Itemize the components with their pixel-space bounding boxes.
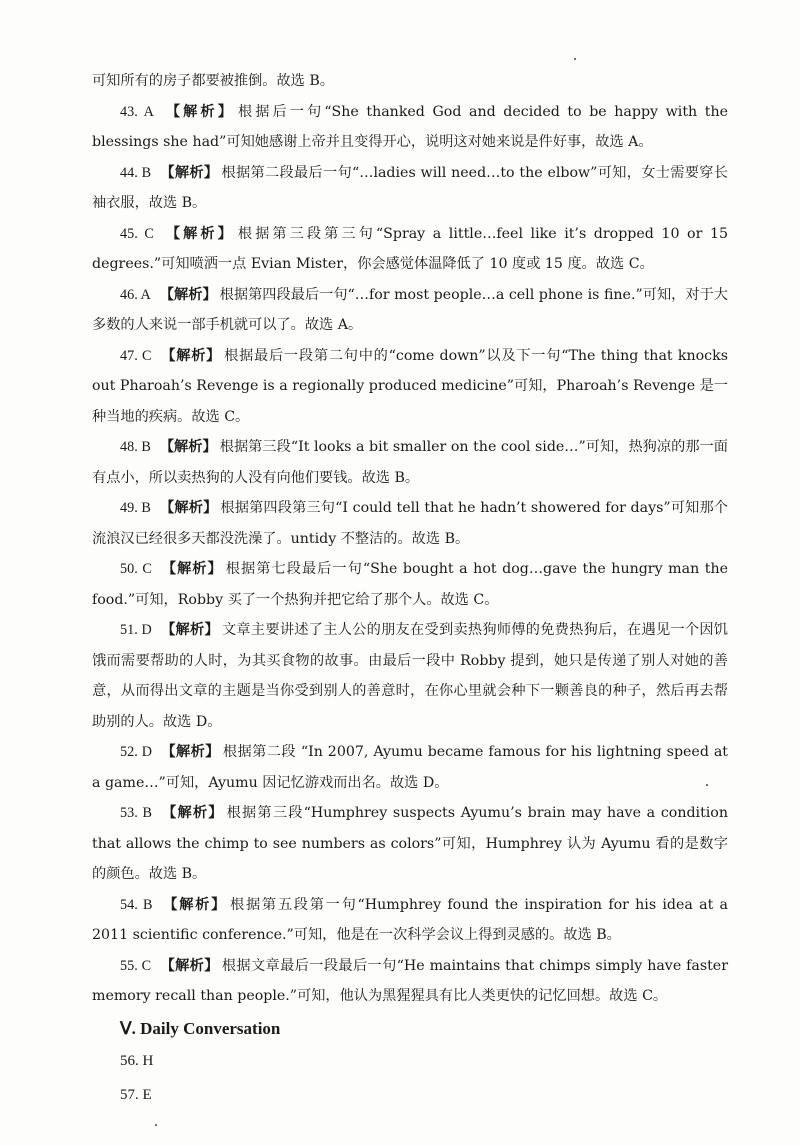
entry-47 xyxy=(92,341,728,433)
analysis-tag: 【解析】 xyxy=(159,439,217,455)
answer-item: 57. E xyxy=(120,1086,152,1103)
entry-52 xyxy=(92,737,728,798)
entry-text: 根据第二段 “In 2007, Ayumu became famous for his lightning speed at a game…”可知，Ayumu 因记忆游戏而出名。故选 D。 xyxy=(92,744,728,791)
entry-text: 根据第三段“It looks a bit smaller on the cool side…”可知，热狗凉的那一面有点小，所以卖热狗的人没有向他们要钱。故选 B。 xyxy=(92,439,728,486)
entry-number: 52. D xyxy=(120,744,152,760)
analysis-tag: 【解析】 xyxy=(160,561,223,577)
entry-text: 根据第五段第一句“Humphrey found the inspiration for his idea at a 2011 scientific conference.”可知，他是在一次科学会议上得到灵感的。故选 B。 xyxy=(92,896,728,943)
entry-45 xyxy=(92,219,728,280)
analysis-tag: 【解析】 xyxy=(160,622,219,638)
entry-number: 44. B xyxy=(120,164,152,181)
entry-53 xyxy=(92,798,728,890)
entry-50 xyxy=(92,554,728,615)
answer-item: 56. H xyxy=(120,1052,154,1069)
answer-key-content xyxy=(92,66,728,1112)
entry-text: 根据后一句“She thanked God and decided to be happy with the blessings she had”可知她感谢上帝并且变得开心，说明这对她来说是件好事，故选 A。 xyxy=(92,103,728,150)
entry-number: 43. A xyxy=(120,103,154,120)
entry-text: 根据第四段最后一句“…for most people…a cell phone is fine.”可知，对于大多数的人来说一部手机就可以了。故选 A。 xyxy=(92,286,728,333)
analysis-tag: 【解析】 xyxy=(161,896,228,913)
entry-number: 46. A xyxy=(120,286,151,303)
entry-44 xyxy=(92,158,728,219)
entry-54 xyxy=(92,890,728,951)
entry-number: 55. C xyxy=(120,957,152,974)
section-title: Ⅴ. Daily Conversation xyxy=(120,1018,281,1038)
entry-number: 50. C xyxy=(120,561,152,577)
scan-speck xyxy=(706,784,708,786)
entry-46 xyxy=(92,280,728,341)
entry-48 xyxy=(92,432,728,493)
entry-text: 根据第七段最后一句“She bought a hot dog…gave the hungry man the food.”可知，Robby 买了一个热狗并把它给了那个人。故选 C。 xyxy=(92,561,728,608)
entry-number: 49. B xyxy=(120,500,151,516)
analysis-tag: 【解析】 xyxy=(162,103,235,120)
entry-text: 根据最后一段第二句中的“come down”以及下一句“The thing that knocks out Pharoah’s Revenge is a regionally produced medicine”可知，Pharoah’s Revenge 是一种当地的疾病。故选 C。 xyxy=(92,347,728,425)
analysis-tag: 【解析】 xyxy=(160,744,220,760)
analysis-tag: 【解析】 xyxy=(162,225,235,242)
entry-51 xyxy=(92,615,728,737)
analysis-tag: 【解析】 xyxy=(160,957,219,974)
intro-line: 可知所有的房子都要被推倒。故选 B。 xyxy=(92,73,334,89)
entry-number: 48. B xyxy=(120,439,151,455)
scan-speck xyxy=(574,58,576,60)
entry-text: 根据第三段“Humphrey suspects Ayumu’s brain may have a condition that allows the chimp to see numbers as colors”可知，Humphrey 认为 Ayumu 看的是数字的颜色。故选 B。 xyxy=(92,805,728,882)
entry-text: 文章主要讲述了主人公的朋友在受到卖热狗师傅的免费热狗后，在遇见一个因饥饿而需要帮助的人时，为其买食物的故事。由最后一段中 Robby 提到，她只是传递了别人对她的善意，从而得出文章的主题是当你受到别人的善意时，在你心里就会种下一颗善良的种子，然后再去帮助别的人。故选 D。 xyxy=(92,622,728,730)
entry-49 xyxy=(92,493,728,554)
entry-number: 45. C xyxy=(120,225,154,242)
analysis-tag: 【解析】 xyxy=(160,164,219,181)
entry-number: 53. B xyxy=(120,805,152,821)
entry-number: 47. C xyxy=(120,347,152,364)
entry-text: 根据第二段最后一句“…ladies will need…to the elbow”可知，女士需要穿长袖衣服，故选 B。 xyxy=(92,164,728,211)
entry-text: 根据第四段第三句“I could tell that he hadn’t showered for days”可知那个流浪汉已经很多天都没洗澡了。untidy 不整洁的。故选 B。 xyxy=(92,500,728,547)
entry-43 xyxy=(92,97,728,158)
answer-list xyxy=(92,1044,728,1112)
analysis-tag: 【解析】 xyxy=(159,286,217,303)
analysis-tag: 【解析】 xyxy=(160,805,224,821)
entry-list xyxy=(92,97,728,1012)
entry-text: 根据第三段第三句“Spray a little…feel like it’s dropped 10 or 15 degrees.”可知喷洒一点 Evian Mister，你会感觉体温降低了 10 度或 15 度。故选 C。 xyxy=(92,225,728,272)
scan-speck xyxy=(155,1124,157,1126)
entry-text: 根据文章最后一段最后一句“He maintains that chimps simply have faster memory recall than people.”可知，他认为黑猩猩具有比人类更快的记忆回想。故选 C。 xyxy=(92,957,728,1004)
entry-number: 51. D xyxy=(120,622,152,638)
analysis-tag: 【解析】 xyxy=(159,500,218,516)
entry-number: 54. B xyxy=(120,896,153,913)
entry-55 xyxy=(92,951,728,1012)
analysis-tag: 【解析】 xyxy=(160,347,222,364)
